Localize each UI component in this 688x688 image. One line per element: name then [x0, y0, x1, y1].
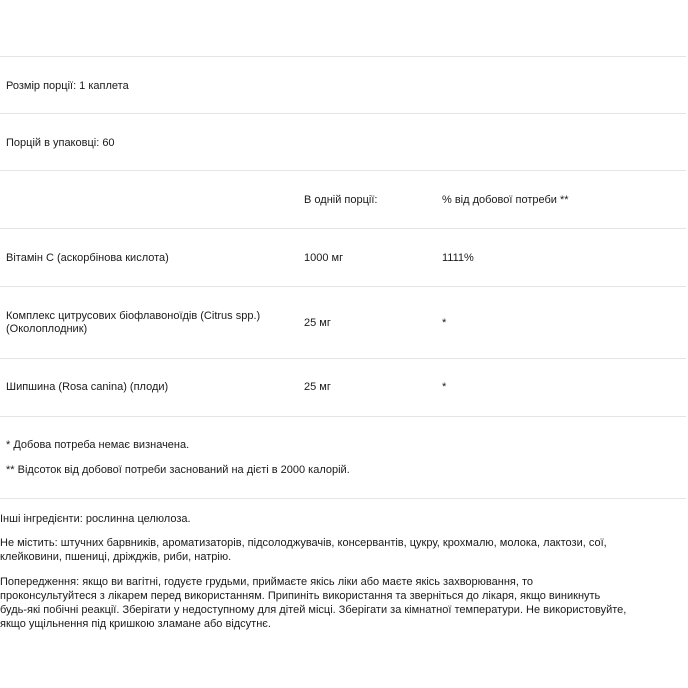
ingredient-name: Вітамін C (аскорбінова кислота)	[6, 252, 169, 264]
divider	[0, 416, 686, 417]
divider	[0, 56, 686, 57]
other-ingredients: Інші інгредієнти: рослинна целюлоза.	[0, 513, 191, 525]
ingredient-amount: 25 мг	[304, 317, 331, 329]
ingredient-daily-value: *	[442, 381, 447, 393]
warning-text: якщо ущільнення під кришкою зламане або відсутнє.	[0, 618, 271, 630]
divider	[0, 286, 686, 287]
divider	[0, 170, 686, 171]
header-per-serving: В одній порції:	[304, 194, 378, 206]
divider	[0, 498, 686, 499]
warning-text: Попередження: якщо ви вагітні, годуєте грудьми, приймаєте якісь ліки або маєте якісь захворювання, то	[0, 576, 534, 588]
footnote-calorie-basis: ** Відсоток від добової потреби заснований на дієті в 2000 калорій.	[6, 464, 350, 476]
serving-size: Розмір порції: 1 каплета	[6, 80, 129, 92]
divider	[0, 228, 686, 229]
footnote-daily-value-not-established: * Добова потреба немає визначена.	[6, 439, 190, 451]
ingredient-daily-value: 1111%	[442, 252, 474, 264]
ingredient-amount: 25 мг	[304, 381, 331, 393]
warning-text: будь-які побічні реакції. Зберігати у недоступному для дітей місці. Зберігати за кімнатної температури. Не використовуйте,	[0, 604, 627, 616]
ingredient-name: Шипшина (Rosa canina) (плоди)	[6, 381, 169, 393]
ingredient-name-part: (Околоплодник)	[6, 323, 88, 335]
ingredient-name: Комплекс цитрусових біофлавоноїдів (Citrus spp.)	[6, 310, 261, 322]
divider	[0, 113, 686, 114]
does-not-contain-cont: клейковини, пшениці, дріжджів, риби, натрію.	[0, 551, 232, 563]
servings-per-package: Порцій в упаковці: 60	[6, 137, 115, 149]
warning-text: проконсультуйтеся з лікарем перед використанням. Припиніть використання та зверніться до лікаря, якщо виникнуть	[0, 590, 601, 602]
header-daily-value: % від добової потреби **	[442, 194, 569, 206]
ingredient-amount: 1000 мг	[304, 252, 344, 264]
ingredient-daily-value: *	[442, 317, 447, 329]
divider	[0, 358, 686, 359]
does-not-contain: Не містить: штучних барвників, ароматизаторів, підсолоджувачів, консервантів, цукру, крохмалю, молока, лактози, сої,	[0, 537, 607, 549]
